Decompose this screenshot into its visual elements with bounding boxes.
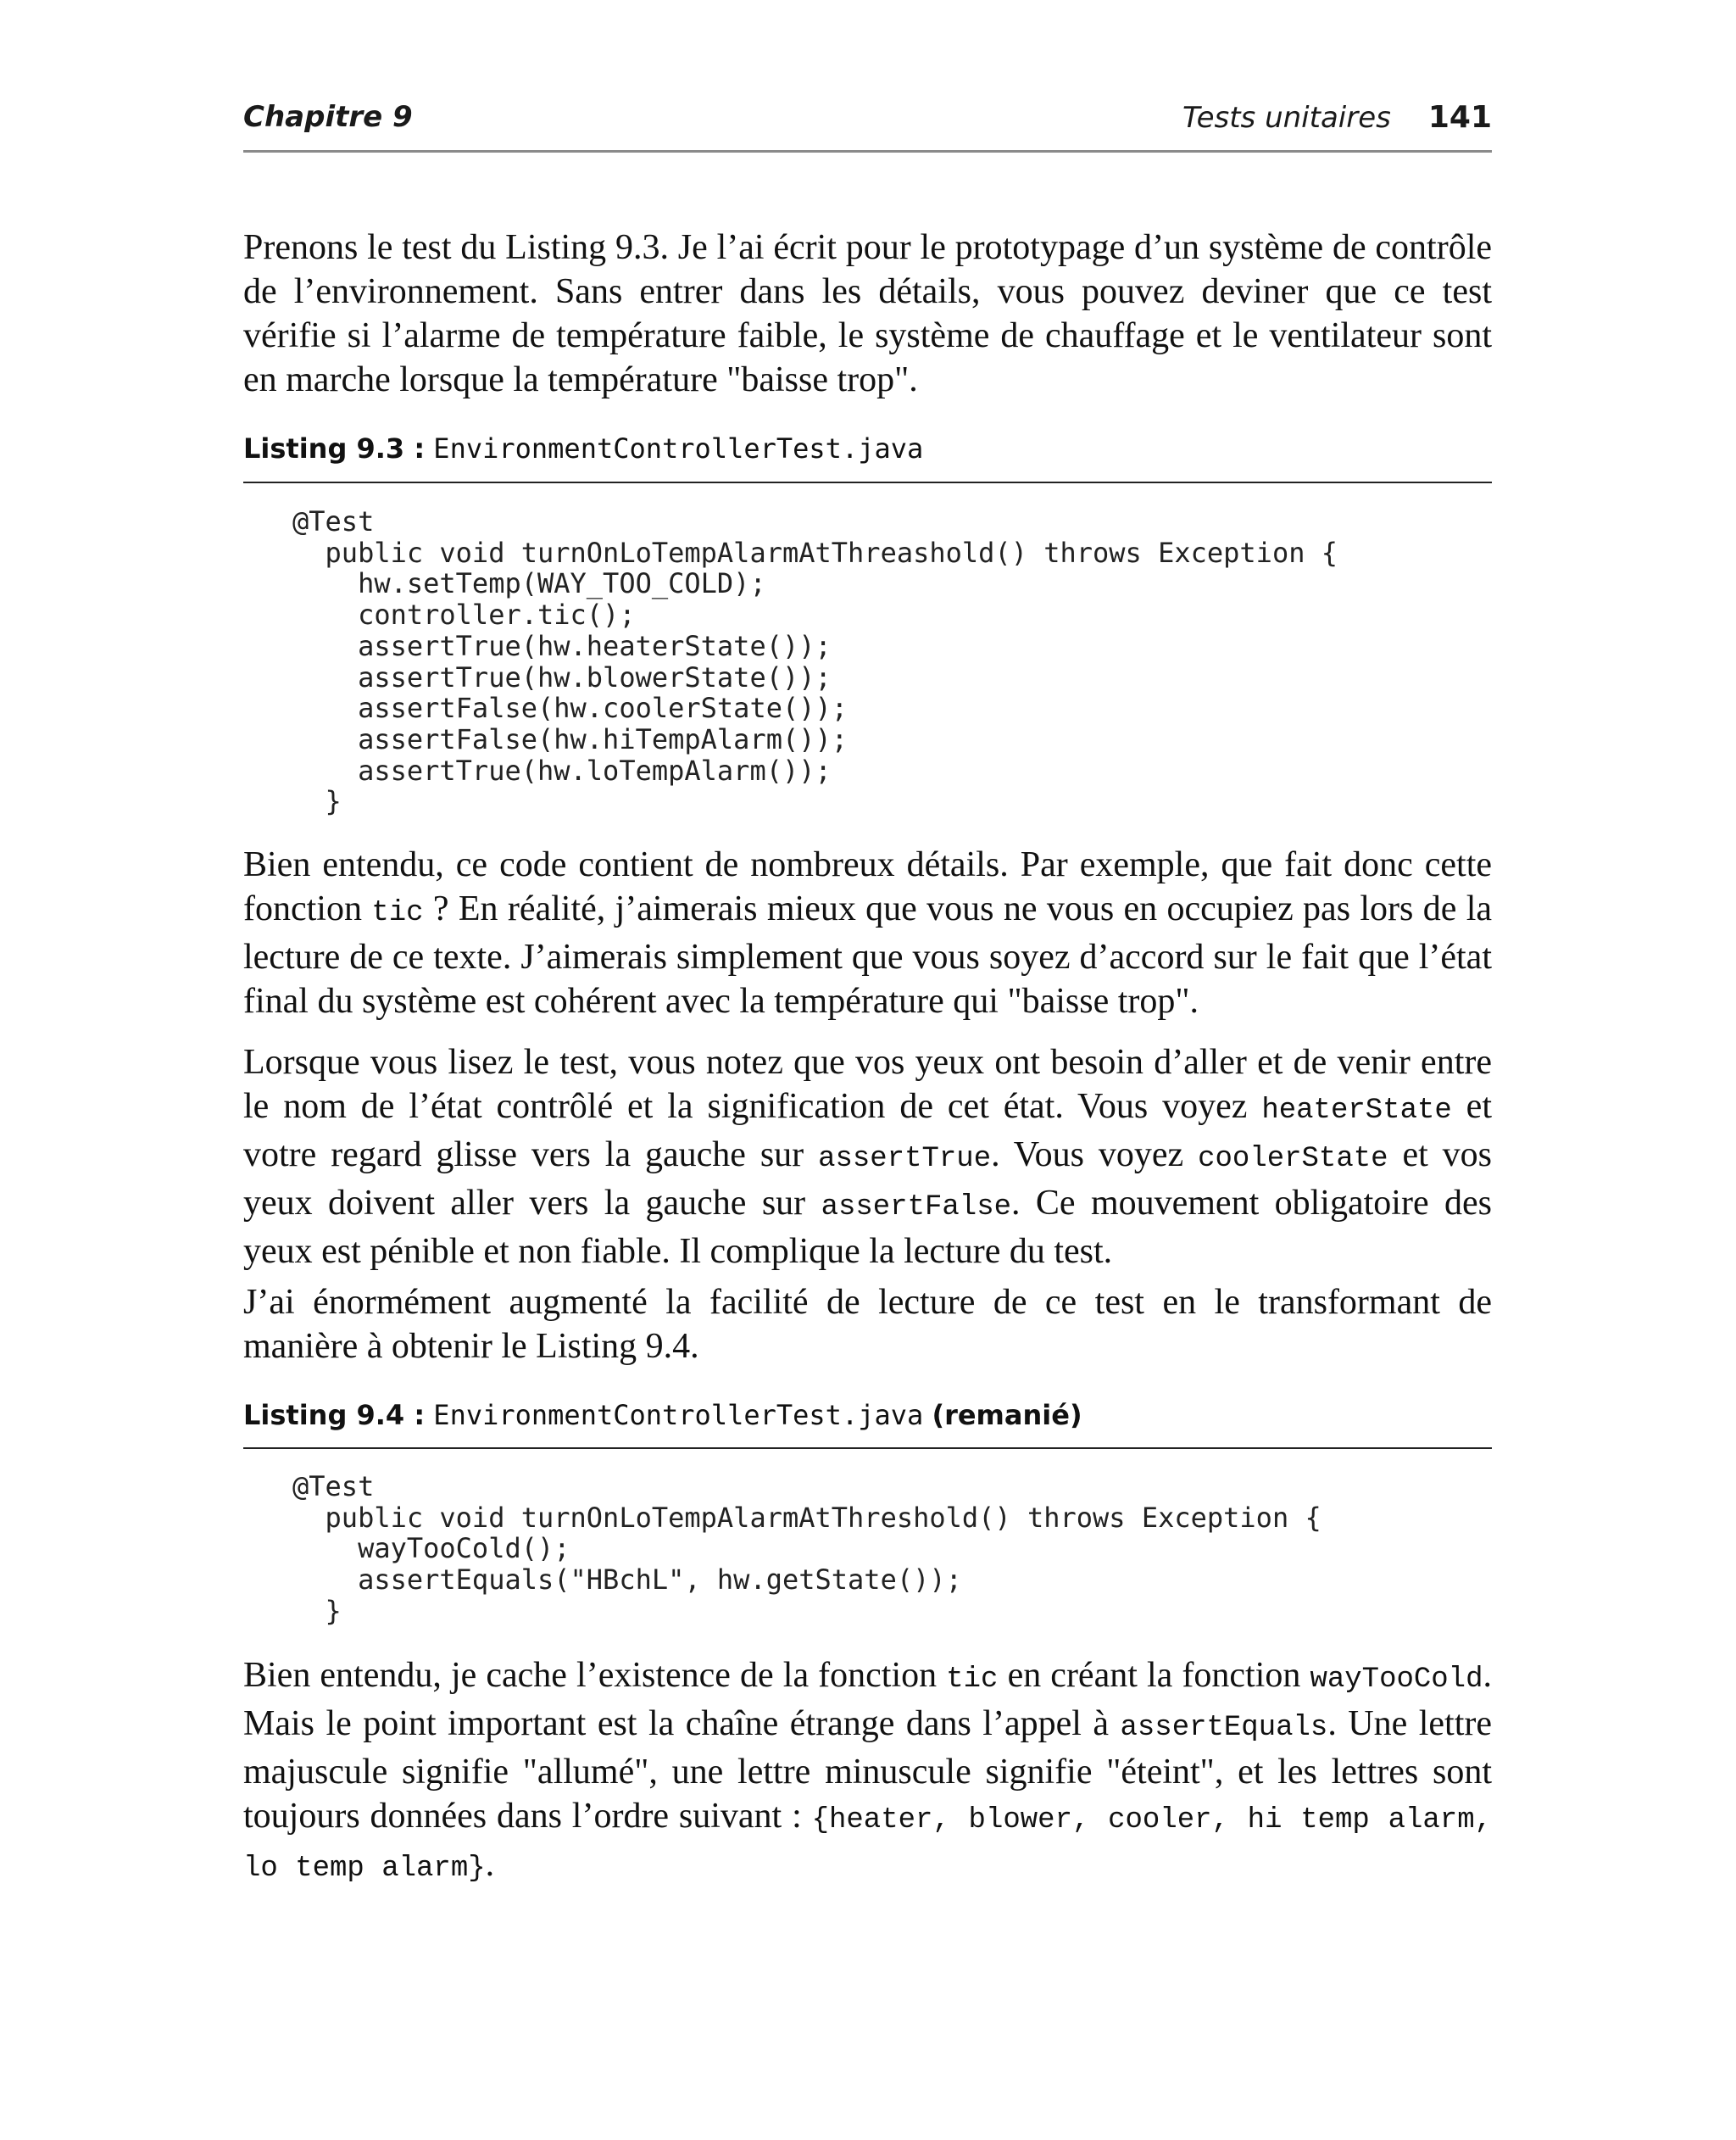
listing-9-3-label: Listing 9.3 : bbox=[243, 432, 426, 465]
paragraph-details-text-b: ? En réalité, j’aimerais mieux que vous ne vous en occupiez pas lors de la lecture de ce texte. J’aimerais simplement que vous soyez d’accord sur le fait que l’état final du système est cohérent avec la température qui "baisse trop". bbox=[243, 889, 1492, 1021]
paragraph-conclusion-text-a: Bien entendu, je cache l’existence de la fonction bbox=[243, 1656, 947, 1695]
paragraph-eyes-text-b: et votre regard glisse vers la gauche sur bbox=[243, 1087, 1492, 1174]
header-rule bbox=[243, 150, 1492, 153]
paragraph-conclusion-text-e: . bbox=[485, 1845, 495, 1884]
paragraph-eyes-text-c: . Vous voyez bbox=[991, 1135, 1199, 1174]
paragraph-details bbox=[243, 843, 1492, 1023]
listing-9-3-code: @Test public void turnOnLoTempAlarmAtThreashold() throws Exception { hw.setTemp(WAY_TOO_COLD); controller.tic(); assertTrue(hw.heaterState()); assertTrue(hw.blowerState()); assertFalse(hw.coolerState()); assertFalse(hw.hiTempAlarm()); assertTrue(hw.loTempAlarm()); } bbox=[292, 505, 1338, 818]
listing-9-3-rule bbox=[243, 482, 1492, 483]
paragraph-eyes-text-a: Lorsque vous lisez le test, vous notez que vos yeux ont besoin d’aller et de venir entre le nom de l’état contrôlé et la signification de cet état. Vous voyez bbox=[243, 1043, 1492, 1126]
paragraph-conclusion-text-c: . Mais le point important est la chaîne étrange dans l’appel à bbox=[243, 1656, 1492, 1743]
header-right bbox=[1182, 100, 1492, 135]
listing-9-4-filename: EnvironmentControllerTest.java bbox=[433, 1399, 924, 1431]
listing-9-4-label: Listing 9.4 : bbox=[243, 1399, 426, 1431]
listing-9-4-caption bbox=[243, 1399, 1492, 1431]
listing-9-4-code: @Test public void turnOnLoTempAlarmAtThreshold() throws Exception { wayTooCold(); assertEquals("HBchL", hw.getState()); } bbox=[292, 1470, 1321, 1627]
listing-9-4-rule bbox=[243, 1447, 1492, 1449]
inline-code-heaterstate: heaterState bbox=[1261, 1095, 1452, 1127]
paragraph-eyes-text-d: et vos yeux doivent aller vers la gauche sur bbox=[243, 1135, 1493, 1223]
inline-code-coolerstate: coolerState bbox=[1198, 1143, 1388, 1175]
chapter-label: Chapitre 9 bbox=[243, 100, 413, 134]
paragraph-intro: Prenons le test du Listing 9.3. Je l’ai écrit pour le prototypage d’un système de contrôle de l’environnement. Sans entrer dans les détails, vous pouvez deviner que ce test vérifie si l’alarme de température faible, le système de chauffage et le ventilateur sont en marche lorsque la température "baisse trop". bbox=[243, 228, 1492, 399]
listing-9-4-suffix: (remanié) bbox=[932, 1399, 1082, 1431]
page-header bbox=[243, 100, 1492, 151]
listing-9-3-filename: EnvironmentControllerTest.java bbox=[433, 432, 924, 465]
page-number: 141 bbox=[1427, 100, 1492, 135]
paragraph-readability: J’ai énormément augmenté la facilité de lecture de ce test en le transformant de manière à obtenir le Listing 9.4. bbox=[243, 1283, 1492, 1366]
paragraph-details-text-a: Bien entendu, ce code contient de nombreux détails. Par exemple, que fait donc cette fonction bbox=[243, 845, 1492, 928]
paragraph-conclusion bbox=[243, 1653, 1492, 1891]
paragraph-conclusion-text-b: en créant la fonction bbox=[998, 1656, 1310, 1695]
chapter-title: Tests unitaires bbox=[1182, 101, 1391, 135]
paragraph-eyes-text-e: . Ce mouvement obligatoire des yeux est pénible et non fiable. Il complique la lecture du test. bbox=[243, 1184, 1492, 1271]
inline-code-state-order: {heater, blower, cooler, hi temp alarm, lo temp alarm} bbox=[243, 1804, 1492, 1885]
listing-9-3-caption bbox=[243, 432, 1492, 465]
inline-code-asserttrue: assertTrue bbox=[818, 1143, 992, 1175]
inline-code-tic-2: tic bbox=[946, 1664, 999, 1696]
inline-code-assertequals: assertEquals bbox=[1120, 1712, 1328, 1744]
paragraph-eyes bbox=[243, 1040, 1492, 1273]
inline-code-tic: tic bbox=[371, 897, 424, 929]
paragraph-conclusion-text-d: . Une lettre majuscule signifie "allumé", une lettre minuscule signifie "éteint", et les lettres sont toujours données dans l’ordre suivant : bbox=[243, 1704, 1493, 1836]
inline-code-assertfalse: assertFalse bbox=[821, 1191, 1011, 1223]
inline-code-waytoocold: wayTooCold bbox=[1310, 1664, 1483, 1696]
